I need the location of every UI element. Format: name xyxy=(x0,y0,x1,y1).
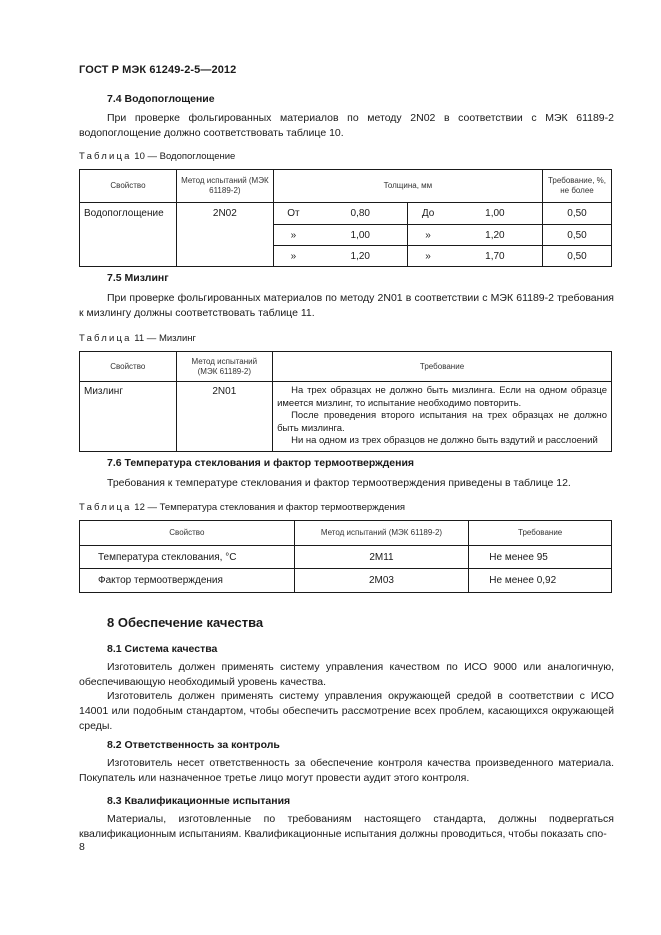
table-11-header-property: Свойство xyxy=(80,352,177,382)
table-12-row-requirement: Не менее 95 xyxy=(469,546,612,569)
table-10-row-from-label: » xyxy=(273,246,313,267)
table-10-header-method: Метод испытаний (МЭК 61189-2) xyxy=(176,170,273,203)
table-10-row-to-label: До xyxy=(408,203,448,225)
section-8-1-paragraph: Изготовитель должен применять систему управления качеством по ИСО 9000 или аналогичную, обеспечивающую необходимый уровень качества. xyxy=(79,661,614,688)
table-12-header-property: Свойство xyxy=(80,521,295,546)
table-10-row-requirement: 0,50 xyxy=(543,246,612,267)
section-8-3-title: 8.3 Квалификационные испытания xyxy=(107,795,291,807)
table-10-method-cell: 2N02 xyxy=(176,203,273,267)
table-10-caption: Таблица 10 — Водопоглощение xyxy=(79,151,236,162)
table-10-row-from-value: 1,20 xyxy=(313,246,408,267)
table-12 xyxy=(79,520,612,593)
table-12-header-requirement: Требование xyxy=(469,521,612,546)
section-8-title: 8 Обеспечение качества xyxy=(107,615,264,630)
section-8-2-paragraph: Изготовитель несет ответственность за обеспечение контроля качества произведенного материала. Покупатель или назначенное третье лицо могут провести аудит этого контроля. xyxy=(79,757,614,784)
table-12-header-method: Метод испытаний (МЭК 61189-2) xyxy=(294,521,469,546)
table-10 xyxy=(79,169,612,267)
table-10-row-requirement: 0,50 xyxy=(543,203,612,225)
table-12-row-requirement: Не менее 0,92 xyxy=(469,569,612,593)
section-7-4-title: 7.4 Водопоглощение xyxy=(107,93,215,105)
table-11 xyxy=(79,351,612,452)
table-11-requirement-line: Ни на одном из трех образцов не должно быть вздутий и расслоений xyxy=(291,435,598,446)
section-7-5-paragraph: При проверке фольгированных материалов по методу 2N01 в соответствии с МЭК 61189-2 требования к мизлингу должны соответствовать таблице 11. xyxy=(79,292,614,319)
page-number: 8 xyxy=(79,841,85,853)
table-11-requirement-line: На трех образцах не должно быть мизлинга. Если на одном образце имеется мизлинг, то испытание необходимо повторить. xyxy=(277,385,607,409)
table-10-row-to-value: 1,20 xyxy=(448,225,543,246)
table-12-caption: Таблица 12 — Температура стеклования и фактор термоотверждения xyxy=(79,502,406,513)
section-8-3-paragraph: Материалы, изготовленные по требованиям настоящего стандарта, должны подвергаться квалификационным испытаниям. Квалификационные испытания должны проводиться, чтобы показать спо- xyxy=(79,813,614,840)
table-10-header-property: Свойство xyxy=(80,170,177,203)
table-10-property-cell: Водопоглощение xyxy=(80,203,177,267)
section-7-6-paragraph: Требования к температуре стеклования и фактор термоотверждения приведены в таблице 12. xyxy=(107,477,571,489)
table-12-row-method: 2M11 xyxy=(294,546,469,569)
table-11-requirement-line: После проведения второго испытания на трех образцах не должно быть мизлинга. xyxy=(277,410,607,434)
table-10-row-to-value: 1,00 xyxy=(448,203,543,225)
section-7-5-title: 7.5 Мизлинг xyxy=(107,272,169,284)
section-7-6-title: 7.6 Температура стеклования и фактор термоотверждения xyxy=(107,457,415,469)
table-10-row-from-label: От xyxy=(273,203,313,225)
table-10-row-from-label: » xyxy=(273,225,313,246)
table-10-row-requirement: 0,50 xyxy=(543,225,612,246)
table-11-requirement-cell xyxy=(273,382,612,452)
table-11-method-cell: 2N01 xyxy=(176,382,273,452)
table-10-header-requirement: Требование, %, не более xyxy=(543,170,612,203)
table-10-row-to-label: » xyxy=(408,246,448,267)
section-8-1-paragraph: Изготовитель должен применять систему управления окружающей средой в соответствии с ИСО 14001 или подобным стандартом, чтобы обеспечить рассмотрение всех проблем, касающихся окружающей среды. xyxy=(79,690,614,732)
table-11-property-cell: Мизлинг xyxy=(80,382,177,452)
table-12-row-method: 2M03 xyxy=(294,569,469,593)
table-10-row-to-label: » xyxy=(408,225,448,246)
table-12-row-property: Температура стеклования, °С xyxy=(80,546,295,569)
table-10-row-from-value: 1,00 xyxy=(313,225,408,246)
section-8-1-title: 8.1 Система качества xyxy=(107,643,218,655)
table-11-caption: Таблица 11 — Мизлинг xyxy=(79,333,196,344)
table-11-header-method: Метод испытаний (МЭК 61189-2) xyxy=(176,352,273,382)
table-10-header-thickness: Толщина, мм xyxy=(273,170,542,203)
table-11-header-requirement: Требование xyxy=(273,352,612,382)
table-10-row-to-value: 1,70 xyxy=(448,246,543,267)
table-12-row-property: Фактор термоотверждения xyxy=(80,569,295,593)
section-8-2-title: 8.2 Ответственность за контроль xyxy=(107,739,280,751)
section-7-4-paragraph: При проверке фольгированных материалов по методу 2N02 в соответствии с МЭК 61189-2 водопоглощение должно соответствовать таблице 10. xyxy=(79,112,614,139)
table-10-row-from-value: 0,80 xyxy=(313,203,408,225)
document-code-header: ГОСТ Р МЭК 61249-2-5—2012 xyxy=(79,64,237,76)
